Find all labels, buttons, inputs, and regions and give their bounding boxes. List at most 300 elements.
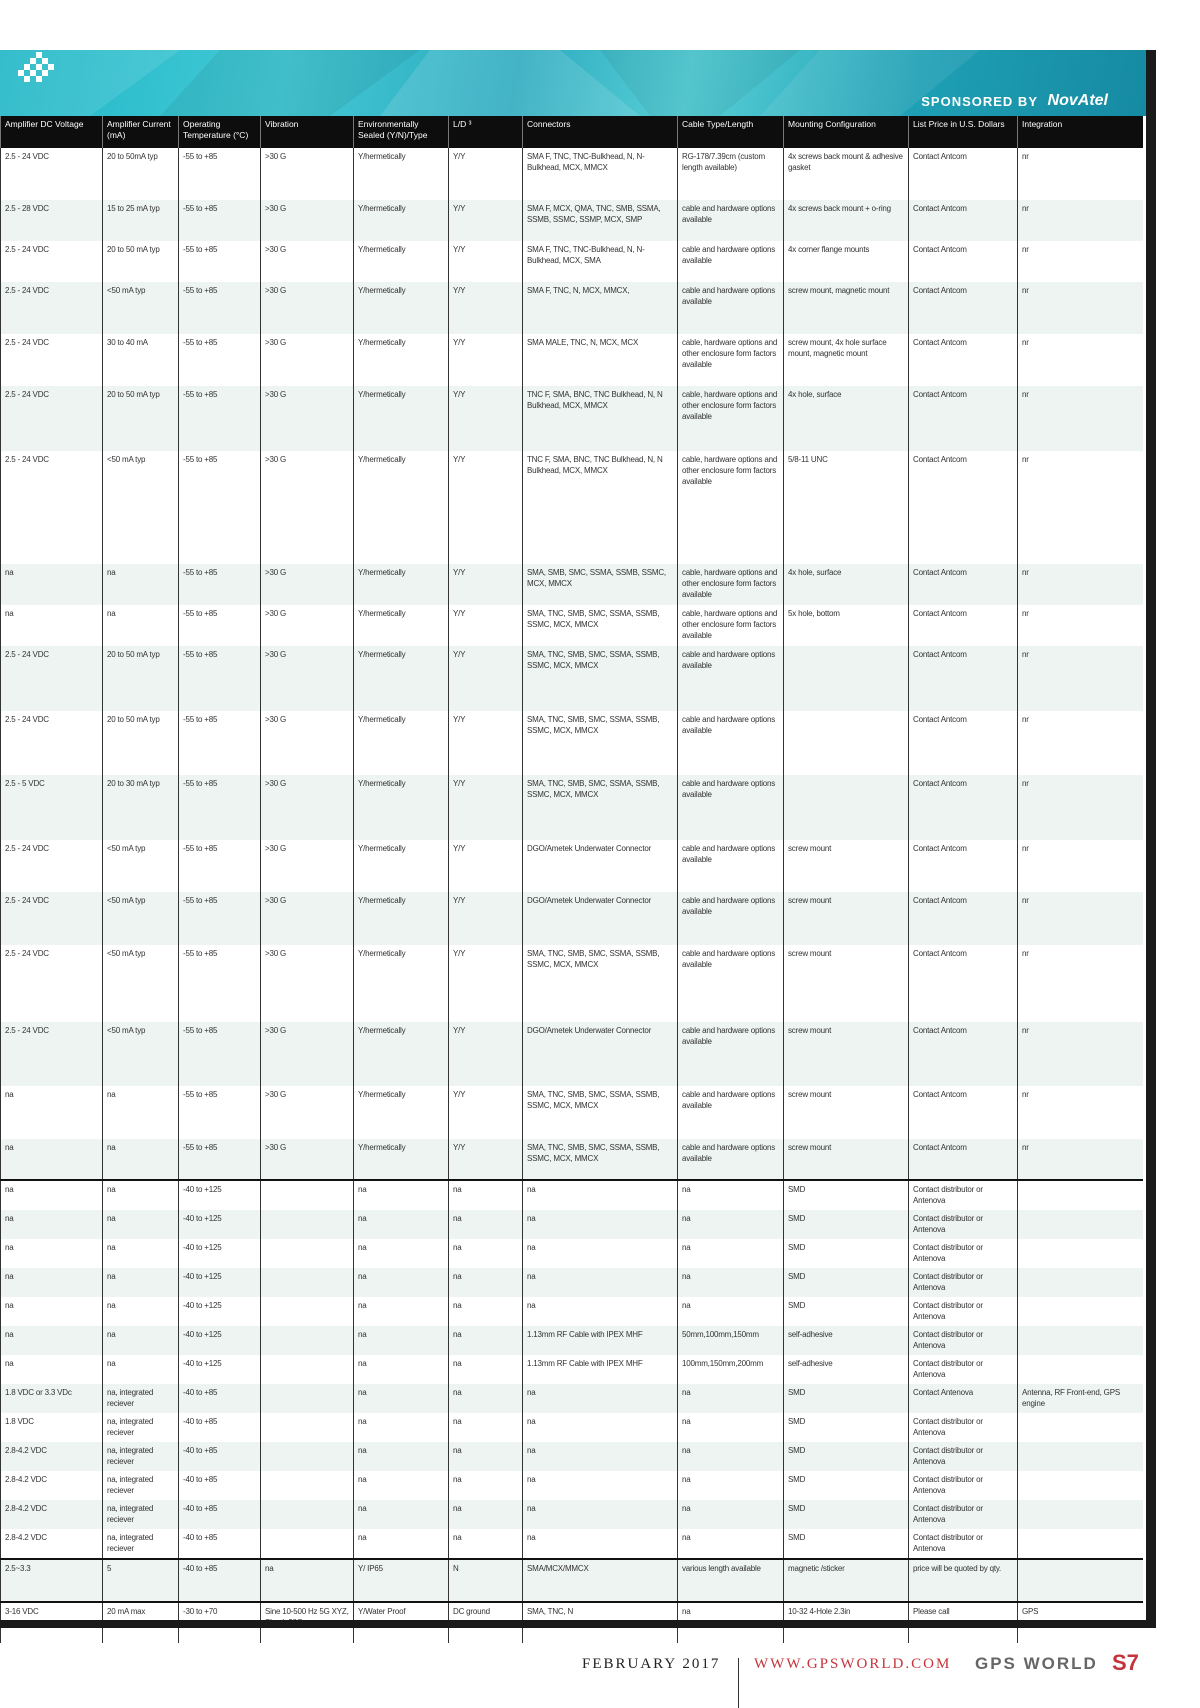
table-cell: Y/Y: [449, 451, 523, 564]
table-cell: [261, 1180, 354, 1210]
table-row: [1, 840, 1143, 892]
table-cell: Y/hermetically: [354, 840, 449, 892]
table-cell: 20 to 50 mA typ: [103, 711, 179, 775]
table-cell: 2.5~3.3: [1, 1559, 103, 1602]
table-cell: -55 to +85: [179, 564, 261, 605]
table-cell: -40 to +125: [179, 1180, 261, 1210]
table-cell: na: [449, 1413, 523, 1442]
table-cell: SMA F, MCX, QMA, TNC, SMB, SSMA, SSMB, SSMC, SSMP, MCX, SMP: [523, 200, 678, 241]
table-header-row: [1, 116, 1143, 148]
table-cell: [784, 711, 909, 775]
table-cell: -55 to +85: [179, 241, 261, 282]
table-cell: Y/ IP65: [354, 1559, 449, 1602]
table-cell: na, integrated reciever: [103, 1529, 179, 1559]
table-cell: SMD: [784, 1239, 909, 1268]
table-cell: SMD: [784, 1384, 909, 1413]
table-cell: na: [678, 1442, 784, 1471]
table-cell: na: [678, 1384, 784, 1413]
table-cell: screw mount: [784, 945, 909, 1022]
table-cell: na: [103, 1355, 179, 1384]
table-cell: TNC F, SMA, BNC, TNC Bulkhead, N, N Bulkhead, MCX, MMCX: [523, 451, 678, 564]
table-cell: [261, 1384, 354, 1413]
table-cell: cable, hardware options and other enclosure form factors available: [678, 605, 784, 646]
table-cell: na, integrated reciever: [103, 1384, 179, 1413]
table-cell: nr: [1018, 1139, 1143, 1180]
table-cell: Contact distributor or Antenova: [909, 1297, 1018, 1326]
table-row: [1, 282, 1143, 334]
table-cell: Y/hermetically: [354, 564, 449, 605]
table-cell: price will be quoted by qty.: [909, 1559, 1018, 1602]
table-cell: DC ground: [449, 1602, 523, 1643]
table-cell: SMA, TNC, SMB, SMC, SSMA, SSMB, SSMC, MCX, MMCX: [523, 775, 678, 840]
table-row: [1, 1529, 1143, 1559]
column-header: Amplifier DC Voltage: [1, 116, 103, 148]
table-cell: 5x hole, bottom: [784, 605, 909, 646]
table-cell: Contact Antcom: [909, 1139, 1018, 1180]
column-header: List Price in U.S. Dollars: [909, 116, 1018, 148]
table-cell: screw mount: [784, 1086, 909, 1139]
table-row: [1, 386, 1143, 451]
table-cell: nr: [1018, 451, 1143, 564]
table-cell: Y/Water Proof: [354, 1602, 449, 1643]
table-cell: na: [678, 1268, 784, 1297]
table-cell: 1.13mm RF Cable with IPEX MHF: [523, 1326, 678, 1355]
table-cell: screw mount, magnetic mount: [784, 282, 909, 334]
table-cell: nr: [1018, 282, 1143, 334]
table-cell: [261, 1442, 354, 1471]
table-cell: na: [678, 1500, 784, 1529]
table-row: [1, 334, 1143, 386]
table-cell: na: [1, 1210, 103, 1239]
table-cell: -55 to +85: [179, 945, 261, 1022]
table-cell: >30 G: [261, 1139, 354, 1180]
table-cell: [1018, 1471, 1143, 1500]
table-cell: na: [449, 1355, 523, 1384]
table-cell: [1018, 1413, 1143, 1442]
table-cell: Contact Antcom: [909, 1086, 1018, 1139]
table-cell: Y/Y: [449, 775, 523, 840]
table-cell: 2.5 - 24 VDC: [1, 282, 103, 334]
table-cell: >30 G: [261, 200, 354, 241]
table-cell: -55 to +85: [179, 282, 261, 334]
table-cell: na: [354, 1384, 449, 1413]
table-cell: SMA, TNC, SMB, SMC, SSMA, SSMB, SSMC, MCX, MMCX: [523, 945, 678, 1022]
table-cell: cable and hardware options available: [678, 775, 784, 840]
table-cell: Y/Y: [449, 892, 523, 945]
table-cell: [261, 1471, 354, 1500]
table-cell: self-adhesive: [784, 1326, 909, 1355]
table-cell: nr: [1018, 148, 1143, 200]
table-cell: na, integrated reciever: [103, 1471, 179, 1500]
table-cell: Contact Antcom: [909, 646, 1018, 711]
table-cell: nr: [1018, 1022, 1143, 1086]
table-cell: na: [103, 564, 179, 605]
table-cell: Y/hermetically: [354, 451, 449, 564]
table-cell: cable and hardware options available: [678, 840, 784, 892]
table-cell: [261, 1297, 354, 1326]
table-cell: Y/hermetically: [354, 775, 449, 840]
table-cell: Y/hermetically: [354, 241, 449, 282]
table-cell: cable and hardware options available: [678, 646, 784, 711]
table-cell: Contact Antcom: [909, 892, 1018, 945]
table-cell: nr: [1018, 840, 1143, 892]
table-cell: >30 G: [261, 148, 354, 200]
table-cell: -40 to +125: [179, 1210, 261, 1239]
table-cell: 10-32 4-Hole 2.3in: [784, 1602, 909, 1643]
table-cell: Y/Y: [449, 646, 523, 711]
table-cell: na: [103, 605, 179, 646]
table-cell: screw mount, 4x hole surface mount, magnetic mount: [784, 334, 909, 386]
antenna-spec-table: [0, 116, 1143, 1643]
table-cell: SMD: [784, 1268, 909, 1297]
table-cell: -55 to +85: [179, 1022, 261, 1086]
table-cell: na: [678, 1180, 784, 1210]
table-cell: SMD: [784, 1442, 909, 1471]
table-cell: -55 to +85: [179, 334, 261, 386]
table-cell: na: [523, 1239, 678, 1268]
column-header: Integration: [1018, 116, 1143, 148]
table-cell: na: [354, 1413, 449, 1442]
table-cell: SMA MALE, TNC, N, MCX, MCX: [523, 334, 678, 386]
table-cell: na: [354, 1268, 449, 1297]
table-row: [1, 1268, 1143, 1297]
table-cell: Contact distributor or Antenova: [909, 1180, 1018, 1210]
table-cell: -40 to +125: [179, 1268, 261, 1297]
table-cell: Sine 10-500 Hz 5G XYZ,: [261, 1602, 354, 1643]
table-cell: na: [354, 1355, 449, 1384]
table-cell: -55 to +85: [179, 200, 261, 241]
table-cell: na: [449, 1297, 523, 1326]
table-cell: nr: [1018, 892, 1143, 945]
table-cell: 4x screws back mount & adhesive gasket: [784, 148, 909, 200]
table-cell: -40 to +85: [179, 1500, 261, 1529]
table-cell: 2.8-4.2 VDC: [1, 1442, 103, 1471]
table-cell: na: [103, 1268, 179, 1297]
table-cell: [1018, 1442, 1143, 1471]
table-cell: nr: [1018, 775, 1143, 840]
table-cell: Contact Antcom: [909, 564, 1018, 605]
table-cell: SMD: [784, 1297, 909, 1326]
table-cell: Contact distributor or Antenova: [909, 1210, 1018, 1239]
table-cell: -55 to +85: [179, 646, 261, 711]
table-cell: na: [1, 564, 103, 605]
table-row: [1, 1139, 1143, 1180]
table-cell: >30 G: [261, 282, 354, 334]
table-cell: -40 to +125: [179, 1297, 261, 1326]
table-cell: nr: [1018, 241, 1143, 282]
table-cell: 2.5 - 24 VDC: [1, 334, 103, 386]
table-cell: na: [354, 1471, 449, 1500]
table-cell: <50 mA typ: [103, 451, 179, 564]
table-cell: Contact Antcom: [909, 451, 1018, 564]
column-header: Vibration: [261, 116, 354, 148]
table-row: [1, 1442, 1143, 1471]
table-cell: na: [449, 1239, 523, 1268]
table-cell: Contact Antcom: [909, 840, 1018, 892]
table-cell: 20 to 50 mA typ: [103, 646, 179, 711]
table-cell: na: [354, 1239, 449, 1268]
table-cell: SMA F, TNC, N, MCX, MMCX,: [523, 282, 678, 334]
table-cell: Y/Y: [449, 564, 523, 605]
table-cell: DGO/Ametek Underwater Connector: [523, 840, 678, 892]
table-cell: na: [1, 1355, 103, 1384]
table-cell: na: [1, 1180, 103, 1210]
table-cell: na: [103, 1239, 179, 1268]
table-cell: na: [678, 1210, 784, 1239]
table-cell: >30 G: [261, 241, 354, 282]
table-cell: >30 G: [261, 945, 354, 1022]
sponsor-logo-text: NovAtel: [1047, 92, 1108, 109]
table-cell: cable and hardware options available: [678, 1139, 784, 1180]
table-cell: [1018, 1559, 1143, 1602]
table-row: [1, 1471, 1143, 1500]
table-cell: Y/hermetically: [354, 386, 449, 451]
table-cell: screw mount: [784, 1022, 909, 1086]
table-cell: Contact Antcom: [909, 386, 1018, 451]
table-cell: na: [523, 1180, 678, 1210]
table-cell: na: [449, 1442, 523, 1471]
table-row: [1, 775, 1143, 840]
table-cell: 2.5 - 24 VDC: [1, 945, 103, 1022]
table-row: [1, 1239, 1143, 1268]
table-cell: [1018, 1239, 1143, 1268]
table-cell: na: [261, 1559, 354, 1602]
footer-divider: [738, 1658, 739, 1708]
website-link[interactable]: WWW.GPSWORLD.COM: [754, 1656, 952, 1672]
issue-date: FEBRUARY 2017: [582, 1656, 721, 1672]
table-cell: na: [354, 1500, 449, 1529]
table-cell: nr: [1018, 200, 1143, 241]
table-cell: Contact Antcom: [909, 775, 1018, 840]
table-cell: Y/Y: [449, 711, 523, 775]
table-cell: na: [678, 1471, 784, 1500]
table-cell: SMA, TNC, SMB, SMC, SSMA, SSMB, SSMC, MCX, MMCX: [523, 1086, 678, 1139]
table-cell: 30 to 40 mA: [103, 334, 179, 386]
table-row: [1, 1384, 1143, 1413]
table-cell: na: [523, 1297, 678, 1326]
table-cell: Please call: [909, 1602, 1018, 1643]
table-cell: na: [523, 1442, 678, 1471]
table-row: [1, 241, 1143, 282]
table-cell: -55 to +85: [179, 1086, 261, 1139]
table-cell: 2.5 - 24 VDC: [1, 1022, 103, 1086]
table-cell: [1018, 1500, 1143, 1529]
table-cell: na: [449, 1500, 523, 1529]
table-cell: >30 G: [261, 564, 354, 605]
table-cell: na: [103, 1139, 179, 1180]
table-cell: cable and hardware options available: [678, 711, 784, 775]
table-body: [1, 148, 1143, 1643]
table-cell: SMA, TNC, SMB, SMC, SSMA, SSMB, SSMC, MCX, MMCX: [523, 646, 678, 711]
table-cell: 4x screws back mount + o-ring: [784, 200, 909, 241]
table-cell: na: [678, 1413, 784, 1442]
table-cell: [261, 1355, 354, 1384]
table-cell: Contact distributor or Antenova: [909, 1268, 1018, 1297]
table-cell: Contact distributor or Antenova: [909, 1500, 1018, 1529]
table-cell: na: [354, 1529, 449, 1559]
table-cell: Contact distributor or Antenova: [909, 1326, 1018, 1355]
table-cell: na: [1, 1326, 103, 1355]
table-cell: Contact Antcom: [909, 282, 1018, 334]
table-cell: [261, 1413, 354, 1442]
table-cell: nr: [1018, 945, 1143, 1022]
table-cell: 2.5 - 24 VDC: [1, 386, 103, 451]
table-cell: cable and hardware options available: [678, 1022, 784, 1086]
table-cell: nr: [1018, 646, 1143, 711]
table-cell: nr: [1018, 605, 1143, 646]
table-cell: 2.5 - 24 VDC: [1, 711, 103, 775]
table-cell: [1018, 1326, 1143, 1355]
table-cell: SMD: [784, 1180, 909, 1210]
table-cell: >30 G: [261, 711, 354, 775]
table-cell: SMA, TNC, N: [523, 1602, 678, 1643]
table-bottom-bar: [0, 1620, 1156, 1628]
table-cell: Contact Antcom: [909, 605, 1018, 646]
magazine-title: GPS WORLD: [975, 1654, 1098, 1673]
table-cell: Contact distributor or Antenova: [909, 1529, 1018, 1559]
table-row: [1, 1022, 1143, 1086]
table-cell: cable, hardware options and other enclosure form factors available: [678, 564, 784, 605]
table-cell: 5/8-11 UNC: [784, 451, 909, 564]
table-cell: Y/Y: [449, 200, 523, 241]
table-cell: Y/Y: [449, 241, 523, 282]
table-cell: nr: [1018, 711, 1143, 775]
table-cell: >30 G: [261, 840, 354, 892]
table-cell: -55 to +85: [179, 148, 261, 200]
table-cell: -40 to +85: [179, 1442, 261, 1471]
table-cell: SMD: [784, 1500, 909, 1529]
table-cell: TNC F, SMA, BNC, TNC Bulkhead, N, N Bulkhead, MCX, MMCX: [523, 386, 678, 451]
table-row: [1, 892, 1143, 945]
table-cell: -55 to +85: [179, 605, 261, 646]
novatel-logo-icon: [0, 50, 66, 106]
table-cell: Y/Y: [449, 334, 523, 386]
table-cell: >30 G: [261, 386, 354, 451]
table-row: [1, 200, 1143, 241]
table-cell: various length available: [678, 1559, 784, 1602]
table-cell: Y/Y: [449, 282, 523, 334]
table-row: [1, 148, 1143, 200]
table-cell: 2.8-4.2 VDC: [1, 1529, 103, 1559]
table-row: [1, 1326, 1143, 1355]
table-cell: -55 to +85: [179, 386, 261, 451]
page-footer: [0, 1650, 1200, 1708]
table-cell: na: [523, 1384, 678, 1413]
table-row: [1, 646, 1143, 711]
table-cell: Contact distributor or Antenova: [909, 1442, 1018, 1471]
table-cell: Y/hermetically: [354, 646, 449, 711]
table-cell: Y/hermetically: [354, 1086, 449, 1139]
table-cell: na: [523, 1210, 678, 1239]
table-cell: na: [523, 1529, 678, 1559]
table-cell: 2.5 - 24 VDC: [1, 148, 103, 200]
table-cell: -30 to +70: [179, 1602, 261, 1643]
table-cell: na: [354, 1210, 449, 1239]
table-cell: self-adhesive: [784, 1355, 909, 1384]
table-cell: Y/Y: [449, 386, 523, 451]
table-cell: Y/Y: [449, 1139, 523, 1180]
table-cell: -55 to +85: [179, 892, 261, 945]
table-row: [1, 564, 1143, 605]
table-cell: >30 G: [261, 1022, 354, 1086]
table-cell: Y/Y: [449, 1086, 523, 1139]
table-cell: Contact Antcom: [909, 241, 1018, 282]
table-cell: 2.5 - 5 VDC: [1, 775, 103, 840]
table-cell: 20 to 30 mA typ: [103, 775, 179, 840]
table-cell: [1018, 1268, 1143, 1297]
column-header: L/D ³: [449, 116, 523, 148]
table-cell: magnetic /sticker: [784, 1559, 909, 1602]
table-cell: SMD: [784, 1529, 909, 1559]
table-cell: DGO/Ametek Underwater Connector: [523, 892, 678, 945]
table-cell: na: [449, 1384, 523, 1413]
table-cell: na: [103, 1086, 179, 1139]
column-header: Operating Temperature (°C): [179, 116, 261, 148]
table-cell: cable and hardware options available: [678, 241, 784, 282]
table-row: [1, 1500, 1143, 1529]
table-cell: na: [678, 1297, 784, 1326]
table-cell: Y/hermetically: [354, 282, 449, 334]
table-cell: nr: [1018, 1086, 1143, 1139]
table-cell: >30 G: [261, 646, 354, 711]
table-cell: SMD: [784, 1413, 909, 1442]
table-cell: 50mm,100mm,150mm: [678, 1326, 784, 1355]
table-cell: SMA, SMB, SMC, SSMA, SSMB, SSMC, MCX, MMCX: [523, 564, 678, 605]
table-cell: [261, 1326, 354, 1355]
table-cell: 1.8 VDC or 3.3 VDc: [1, 1384, 103, 1413]
table-cell: <50 mA typ: [103, 282, 179, 334]
table-cell: Contact Antcom: [909, 200, 1018, 241]
table-cell: na: [354, 1297, 449, 1326]
table-cell: >30 G: [261, 1086, 354, 1139]
table-cell: na: [354, 1180, 449, 1210]
table-cell: cable and hardware options available: [678, 1086, 784, 1139]
table-row: [1, 945, 1143, 1022]
table-cell: >30 G: [261, 892, 354, 945]
table-row: [1, 1086, 1143, 1139]
page-number: S7: [1112, 1650, 1139, 1675]
table-cell: cable and hardware options available: [678, 200, 784, 241]
table-cell: <50 mA typ: [103, 840, 179, 892]
table-cell: Contact Antcom: [909, 1022, 1018, 1086]
table-cell: 15 to 25 mA typ: [103, 200, 179, 241]
table-cell: 1.13mm RF Cable with IPEX MHF: [523, 1355, 678, 1384]
table-row: [1, 1180, 1143, 1210]
table-cell: Y/hermetically: [354, 1139, 449, 1180]
table-cell: Y/hermetically: [354, 605, 449, 646]
table-cell: nr: [1018, 334, 1143, 386]
table-cell: [1018, 1529, 1143, 1559]
table-cell: Y/hermetically: [354, 1022, 449, 1086]
table-cell: -40 to +125: [179, 1326, 261, 1355]
table-cell: 2.5 - 24 VDC: [1, 892, 103, 945]
table-row: [1, 1210, 1143, 1239]
table-cell: 100mm,150mm,200mm: [678, 1355, 784, 1384]
column-header: Connectors: [523, 116, 678, 148]
table-cell: na: [1, 1139, 103, 1180]
table-cell: Y/hermetically: [354, 334, 449, 386]
table-cell: na: [1, 1239, 103, 1268]
table-cell: na: [523, 1268, 678, 1297]
table-cell: na: [103, 1326, 179, 1355]
table-cell: Contact Antcom: [909, 711, 1018, 775]
table-cell: 2.5 - 28 VDC: [1, 200, 103, 241]
table-cell: na, integrated reciever: [103, 1500, 179, 1529]
table-cell: <50 mA typ: [103, 1022, 179, 1086]
table-cell: SMA, TNC, SMB, SMC, SSMA, SSMB, SSMC, MCX, MMCX: [523, 1139, 678, 1180]
table-cell: [261, 1239, 354, 1268]
table-cell: Y/hermetically: [354, 148, 449, 200]
